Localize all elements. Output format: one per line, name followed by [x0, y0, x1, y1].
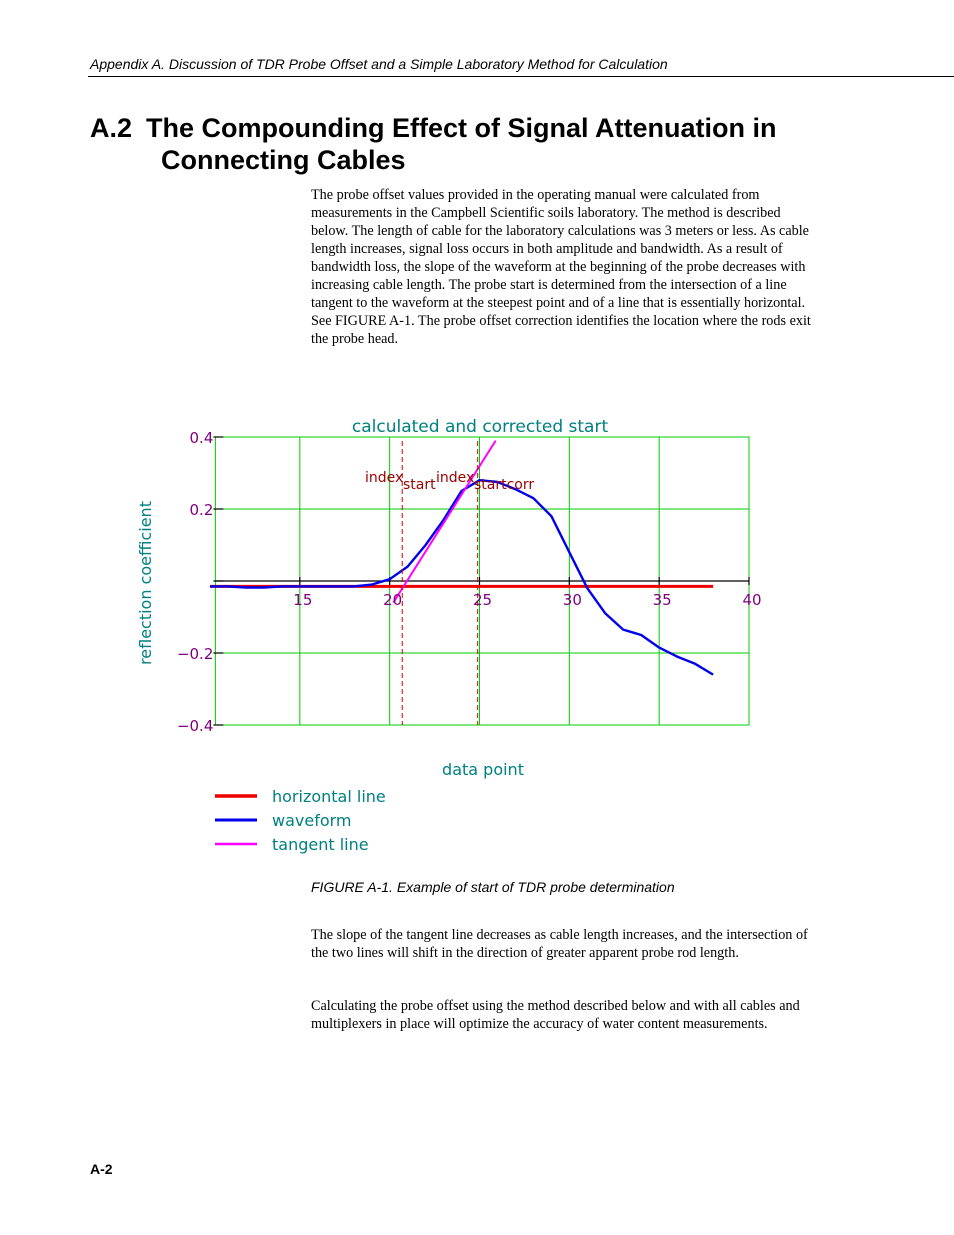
series-tangent-line [393, 441, 495, 603]
y-axis-label: reflection coefficient [136, 501, 155, 665]
y-tick-label: 0.2 [189, 501, 214, 519]
figure-caption: FIGURE A-1. Example of start of TDR probe determination [311, 879, 675, 895]
legend-label: waveform [272, 811, 352, 830]
section-title-line2: Connecting Cables [161, 145, 406, 175]
x-tick-label: 35 [652, 591, 672, 609]
section-title-line1: The Compounding Effect of Signal Attenuation in [146, 113, 777, 143]
legend-label: tangent line [272, 835, 369, 854]
marker-subscript: start [403, 477, 436, 493]
x-tick-label: 25 [472, 591, 493, 609]
y-tick-label: 0.4 [189, 429, 214, 447]
x-tick-label: 40 [742, 591, 762, 609]
chart-title: calculated and corrected start [351, 417, 609, 437]
intro-paragraph: The probe offset values provided in the operating manual were calculated from measurements in the Campbell Scientific soils laboratory. The method is described below. The length of cable for the laboratory calculations was 3 meters or less. As cable length increases, signal loss occurs in both amplitude and bandwidth. As a result of bandwidth loss, the slope of the waveform at the beginning of the probe decreases with increasing cable length. The probe start is determined from the intersection of a line tangent to the waveform at the steepest point and of a line that is essentially horizontal. See FIGURE A-1. The probe offset correction identifies the location where the rods exit the probe head. [311, 187, 811, 347]
legend-label: horizontal line [272, 787, 386, 806]
page-number: A-2 [90, 1161, 113, 1177]
marker-subscript: startcorr [474, 477, 535, 493]
slope-paragraph: The slope of the tangent line decreases as cable length increases, and the intersection of the two lines will shift in the direction of greater apparent probe rod length. [311, 927, 808, 961]
chart-markers [365, 441, 534, 725]
y-tick-label: −0.4 [176, 717, 214, 735]
x-tick-label: 20 [383, 591, 403, 609]
x-tick-label: 15 [293, 591, 313, 609]
chart-legend [215, 787, 386, 854]
marker-label: index [436, 470, 475, 486]
running-header: Appendix A. Discussion of TDR Probe Offset and a Simple Laboratory Method for Calculation [90, 56, 668, 72]
y-tick-label: −0.2 [176, 645, 214, 663]
calc-paragraph: Calculating the probe offset using the method described below and with all cables and multiplexers in place will optimize the accuracy of water content measurements. [311, 998, 800, 1032]
section-number: A.2 [90, 113, 133, 143]
marker-label: index [365, 470, 404, 486]
x-axis-label: data point [442, 760, 524, 779]
x-tick-label: 30 [562, 591, 582, 609]
